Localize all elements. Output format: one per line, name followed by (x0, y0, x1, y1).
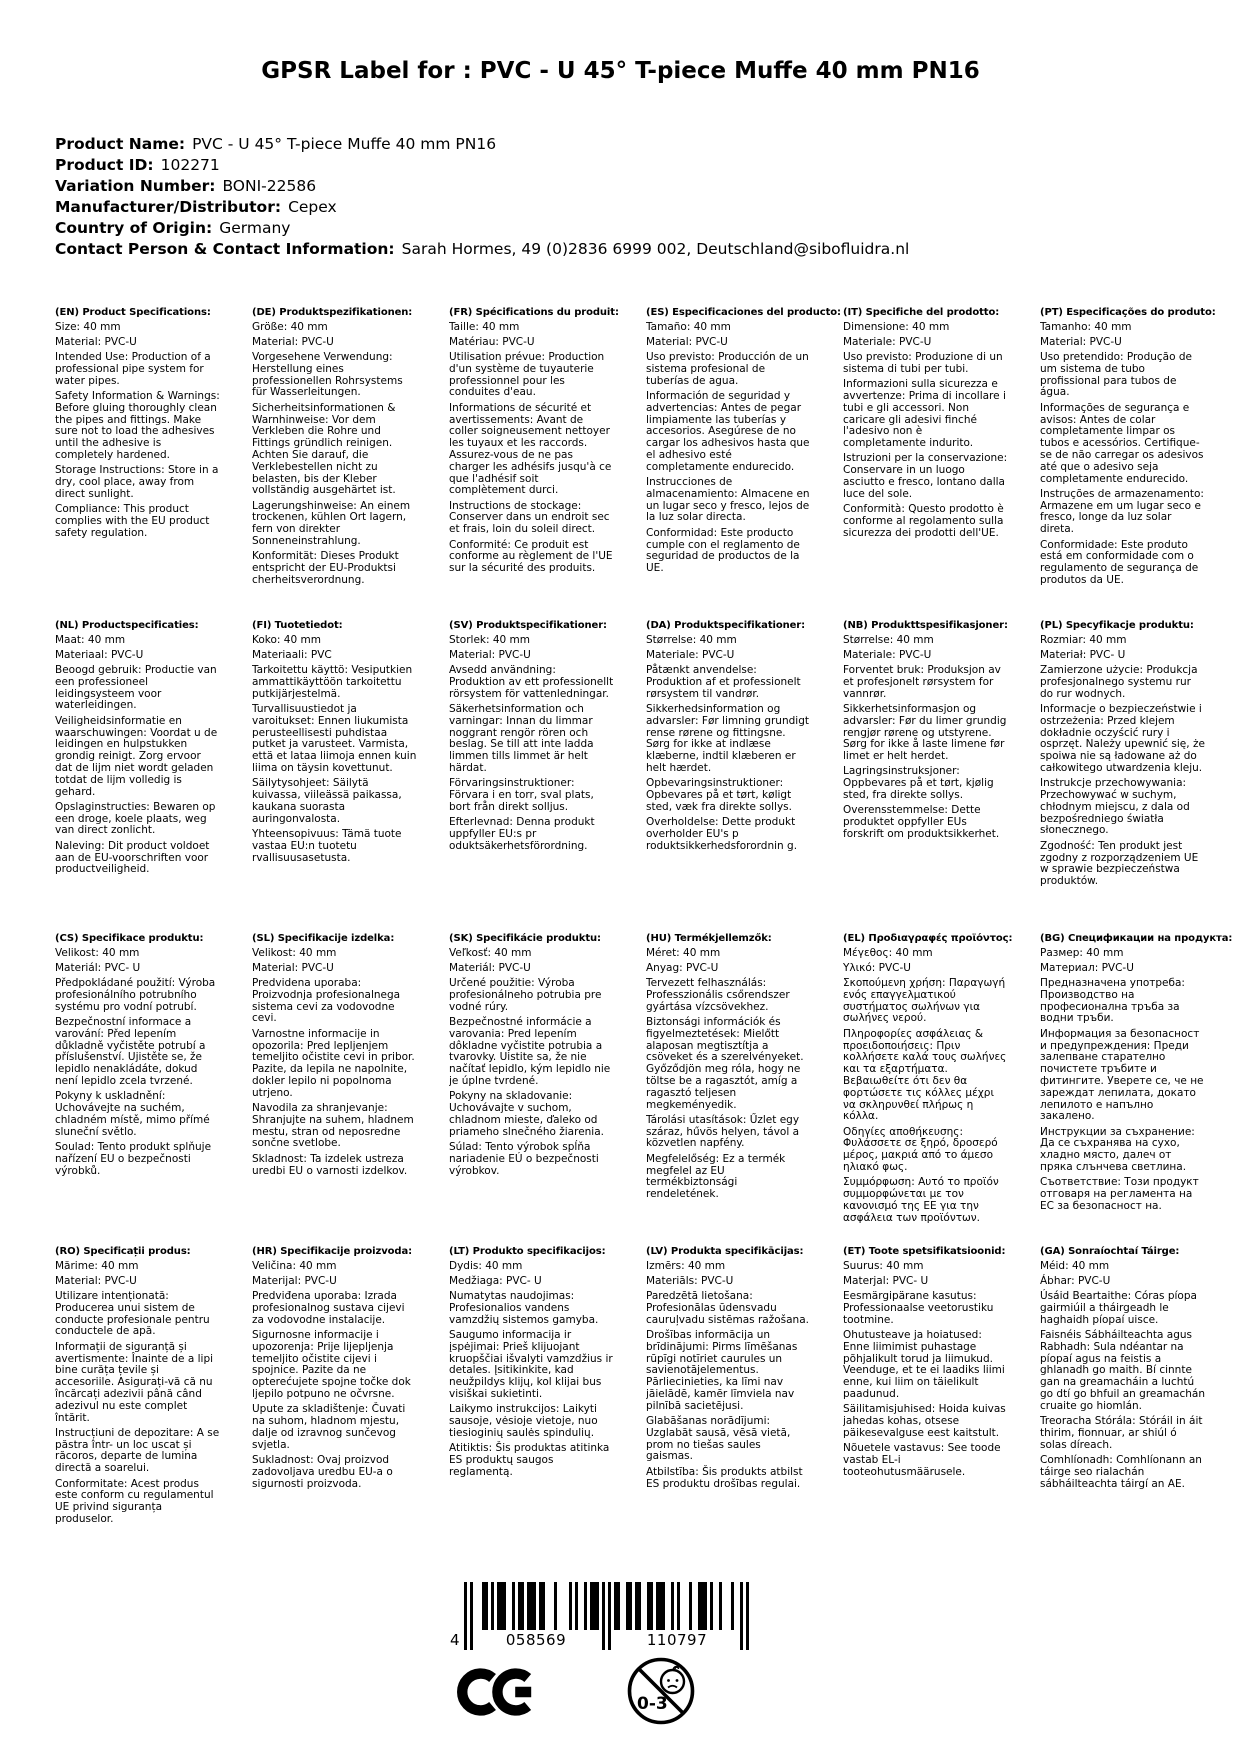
spec-block-sl (252, 933, 449, 1246)
spec-paragraph: Pokyny k uskladnění: Uchovávejte na suchém, chladném místě, mimo přímé sluneční světlo. (55, 1090, 210, 1138)
barcode-bar (704, 1582, 707, 1630)
spec-paragraph: Velikost: 40 mm (252, 946, 337, 959)
spec-paragraph: Glabāšanas norādījumi: Uzglabāt sausā, vēsā vietā, prom no tiešas saules gaismas. (646, 1415, 791, 1463)
spec-paragraph: Materiaali: PVC (252, 648, 332, 661)
spec-block-hu (646, 933, 843, 1246)
product-info-line (55, 155, 909, 176)
spec-paragraph: Conformidad: Este producto cumple con el reglamento de seguridad de productos de la UE. (646, 526, 800, 575)
barcode-bar (731, 1582, 734, 1630)
barcode-bar (569, 1582, 572, 1630)
product-info-value: Sarah Hormes, 49 (0)2836 6999 002, Deutschland@sibofluidra.nl (401, 240, 910, 258)
barcode-bar (464, 1582, 467, 1650)
barcode-bar (491, 1582, 494, 1630)
spec-paragraph: Materijal: PVC-U (252, 1274, 337, 1287)
spec-paragraph: Numatytas naudojimas: Profesionalios vandens vamzdžių sistemos gamyba. (449, 1290, 599, 1326)
barcode-bar (677, 1582, 680, 1630)
spec-paragraph: Förvaringsinstruktioner: Förvara i en torr, sval plats, bort från direkt solljus. (449, 777, 594, 813)
spec-paragraph: Informazioni sulla sicurezza e avvertenze: Prima di incollare i tubi e gli accessori. Non caricare gli adesivi finché l'adesivo non è completamente indurito. (843, 378, 1006, 450)
spec-block-heading: (LV) Produkta specifikācijas: (646, 1246, 804, 1257)
spec-paragraph: Sukladnost: Ovaj proizvod zadovoljava uredbu EU-a o sigurnosti proizvoda. (252, 1453, 393, 1490)
spec-paragraph: Informações de segurança e avisos: Antes de colar completamente limpar os tubos e acessórios. Certifique-se de não carregar os adesivos até que o adesivo seja completamente endurecido. (1040, 401, 1204, 485)
baby-face-icon (661, 1670, 684, 1693)
spec-block-da (646, 620, 843, 933)
spec-paragraph: Size: 40 mm (55, 320, 121, 333)
spec-paragraph: Lagerungshinweise: An einem trockenen, kühlen Ort lagern, fern von direkter Sonneneinstrahlung. (252, 499, 411, 548)
spec-block-heading: (LT) Produkto specifikacijos: (449, 1246, 606, 1257)
barcode-bar (533, 1582, 536, 1630)
spec-paragraph: Skladnost: Ta izdelek ustreza uredbi EU o varnosti izdelkov. (252, 1152, 408, 1177)
spec-paragraph: Opbevaringsinstruktioner: Opbevares på et tørt, køligt sted, væk fra direkte sollys. (646, 777, 792, 813)
spec-block-ga (1040, 1246, 1237, 1559)
spec-paragraph: Säilitamisjuhised: Hoida kuivas jahedas kohas, otsese päikesevalguse eest kaitstult. (843, 1403, 1006, 1439)
product-info-value: Germany (219, 219, 291, 237)
barcode-bar (710, 1582, 713, 1630)
spec-paragraph: Yhteensopivuus: Tämä tuote vastaa EU:n tuotetu rvallisuusasetusta. (252, 827, 402, 864)
spec-paragraph: Materiāls: PVC-U (646, 1274, 734, 1287)
spec-paragraph: Dydis: 40 mm (449, 1259, 523, 1272)
spec-paragraph: Tarkoitettu käyttö: Vesiputkien ammattikäyttöön tarkoitettu putkijärjestelmä. (252, 664, 413, 700)
spec-paragraph: Soulad: Tento produkt splňuje nařízení EU o bezpečnosti výrobků. (55, 1140, 212, 1177)
baby-eye-left (667, 1679, 670, 1682)
spec-paragraph: Инструкции за съхранение: Да се съхранява на сухо, хладно място, далеч от пряка слънчева светлина. (1040, 1125, 1195, 1174)
spec-paragraph: Materiale: PVC-U (646, 648, 735, 661)
spec-block-sk (449, 933, 646, 1246)
spec-paragraph: Istruzioni per la conservazione: Conservare in un luogo asciutto e fresco, lontano dalla luce del sole. (843, 452, 1008, 500)
spec-paragraph: Säkerhetsinformation och varningar: Innan du limmar noggrant rengör rören och beslag. Se till att inte ladda limmen tills limmet är helt härdat. (449, 702, 594, 774)
barcode-bar (554, 1582, 557, 1630)
spec-paragraph: Koko: 40 mm (252, 633, 321, 646)
spec-paragraph: Conformità: Questo prodotto è conforme al regolamento sulla sicurezza dei prodotti dell'UE. (843, 503, 1004, 539)
spec-block-heading: (EN) Product Specifications: (55, 307, 211, 318)
spec-paragraph: Súlad: Tento výrobok spĺňa nariadenie EÚ o bezpečnosti výrobkov. (449, 1140, 599, 1177)
spec-paragraph: Информация за безопасност и предупреждения: Преди залепване старателно почистете тръбите и фитингите. Уверете се, че не зареждат лепилата, докато лепилото е напълно закалено. (1040, 1027, 1204, 1123)
spec-paragraph: Upute za skladištenje: Čuvati na suhom, hladnom mjestu, dalje od izravnog sunčevog svjetla. (252, 1403, 406, 1451)
barcode-first-digit: 4 (449, 1631, 460, 1649)
product-info-value: BONI-22586 (222, 177, 317, 195)
spec-paragraph: Compliance: This product complies with the EU product safety regulation. (55, 503, 210, 539)
spec-paragraph: Größe: 40 mm (252, 320, 328, 333)
ce-letter-c (462, 1674, 492, 1711)
spec-paragraph: Μέγεθος: 40 mm (843, 946, 933, 959)
spec-block-es (646, 307, 843, 620)
spec-paragraph: Medžiaga: PVC- U (449, 1274, 542, 1287)
spec-block-heading: (NL) Productspecificaties: (55, 620, 199, 631)
spec-paragraph: Materjal: PVC- U (843, 1274, 929, 1287)
spec-paragraph: Beoogd gebruik: Productie van een professioneel leidingsysteem voor waterleidingen. (55, 664, 217, 712)
spec-block-heading: (DA) Produktspecifikationer: (646, 620, 806, 631)
barcode-right-group: 110797 (614, 1630, 740, 1650)
spec-paragraph: Utilisation prévue: Production d'un système de tuyauterie professionnel pour les conduites d'eau. (449, 351, 605, 399)
spec-block-lv (646, 1246, 843, 1559)
spec-paragraph: Material: PVC-U (1040, 335, 1122, 348)
barcode-bar (671, 1582, 674, 1630)
spec-paragraph: Overensstemmelse: Dette produktet oppfyller EUs forskrift om produktsikkerhet. (843, 804, 1000, 840)
spec-paragraph: Zamierzone użycie: Produkcja profesjonalnego systemu rur do rur wodnych. (1040, 664, 1198, 700)
spec-paragraph: Materiaal: PVC-U (55, 648, 144, 661)
spec-paragraph: Pokyny na skladovanie: Uchovávajte v suchom, chladnom mieste, ďaleko od priameho slnečného žiarenia. (449, 1090, 604, 1138)
spec-paragraph: Předpokládané použití: Výroba profesionálního potrubního systému pro vodní potrubí. (55, 977, 216, 1013)
spec-paragraph: Sicherheitsinformationen & Warnhinweise: Vor dem Verkleben die Rohre und Fittings gründlich reinigen. Achten Sie darauf, die Verklebestellen nicht zu belasten, bis der Kleber vollständig ausgehärtet ist. (252, 401, 396, 497)
spec-paragraph: Suurus: 40 mm (843, 1259, 924, 1272)
spec-paragraph: Conformitate: Acest produs este conform cu regulamentul UE privind siguranța produselor. (55, 1477, 214, 1525)
spec-paragraph: Taille: 40 mm (449, 320, 520, 333)
spec-block-heading: (HR) Specifikacije proizvoda: (252, 1246, 413, 1257)
spec-paragraph: Laikymo instrukcijos: Laikyti sausoje, vėsioje vietoje, nuo tiesioginių saulės spindulių. (449, 1403, 598, 1439)
spec-block-heading: (EL) Προδιαγραφές προϊόντος: (843, 933, 1013, 944)
barcode-bar (485, 1582, 488, 1630)
barcode-bar (575, 1582, 578, 1630)
spec-paragraph: Materiál: PVC-U (449, 961, 531, 974)
spec-block-heading: (SL) Specifikacije izdelka: (252, 933, 395, 944)
ce-mark-icon (456, 1661, 540, 1723)
product-info-value: PVC - U 45° T-piece Muffe 40 mm PN16 (192, 135, 497, 153)
spec-block-heading: (IT) Specifiche del prodotto: (843, 307, 1000, 318)
barcode-bar (629, 1582, 632, 1630)
spec-block-heading: (CS) Specifikace produktu: (55, 933, 204, 944)
spec-paragraph: Σκοπούμενη χρήση: Παραγωγή ενός επαγγελματικού συστήματος σωλήνων για σωλήνες νερού. (843, 977, 1006, 1025)
spec-block-heading: (BG) Спецификации на продукта: (1040, 933, 1233, 944)
spec-paragraph: Størrelse: 40 mm (843, 633, 934, 646)
spec-block-en (55, 307, 252, 620)
spec-block-heading: (FI) Tuotetiedot: (252, 620, 343, 631)
product-info-line (55, 239, 909, 260)
spec-block-fr (449, 307, 646, 620)
spec-paragraph: Informații de siguranță și avertismente: Înainte de a lipi bine curăța țevile și accesoriile. Asigurați-vă că nu încărcați adezivii până când adezivul nu este complet întărit. (55, 1340, 214, 1424)
spec-paragraph: Material: PVC-U (252, 961, 334, 974)
spec-paragraph: Nõuetele vastavus: See toode vastab EL-i tooteohutusmäärusele. (843, 1442, 1001, 1478)
spec-block-et (843, 1246, 1040, 1559)
spec-paragraph: Megfelelőség: Ez a termék megfelel az EU termékbiztonsági rendeletének. (646, 1152, 786, 1201)
spec-paragraph: Overholdelse: Dette produkt overholder EU's p roduktsikkerhedsforordnin g. (646, 816, 798, 852)
spec-block-heading: (RO) Specificații produs: (55, 1246, 191, 1257)
spec-paragraph: Úsáid Beartaithe: Córas píopa gairmiúil a tháirgeadh le haghaidh píopaí uisce. (1040, 1290, 1197, 1326)
spec-paragraph: Zgodność: Ten produkt jest zgodny z rozporządzeniem UE w sprawie bezpieczeństwa produktów. (1040, 839, 1199, 888)
product-info-line (55, 134, 909, 155)
spec-paragraph: Opslaginstructies: Bewaren op een droge, koele plaats, weg van direct zonlicht. (55, 800, 216, 837)
product-info-value: Cepex (288, 198, 337, 216)
spec-paragraph: Säilytysohjeet: Säilytä kuivassa, viileässä paikassa, kaukana suorasta auringonvalosta. (252, 777, 402, 825)
spec-paragraph: Instruções de armazenamento: Armazene em um lugar seco e fresco, longe da luz solar direta. (1040, 487, 1204, 536)
spec-block-ro (55, 1246, 252, 1559)
age-warning-text: 0-3 (637, 1694, 668, 1714)
spec-paragraph: Predvidena uporaba: Proizvodnja profesionalnega sistema cevi za vodovodne cevi. (252, 977, 401, 1025)
spec-paragraph: Συμμόρφωση: Αυτό το προϊόν συμμορφώνεται με τον κανονισμό της ΕΕ για την ασφάλεια των προϊόντων. (843, 1176, 999, 1224)
spec-paragraph: Material: PVC-U (55, 1274, 137, 1287)
spec-paragraph: Información de seguridad y advertencias: Antes de pegar limpiamente las tuberías y accesorios. Asegúrese de no cargar los adhesivos hasta que el adhesivo esté completamente endurecido. (646, 389, 810, 473)
spec-paragraph: Veličina: 40 mm (252, 1259, 337, 1272)
spec-paragraph: Πληροφορίες ασφάλειας & προειδοποιήσεις: Πριν κολλήσετε καλά τους σωλήνες και τα εξαρτήματα. Βεβαιωθείτε ότι δεν θα φορτώσετε τις κόλλες μέχρι να σκληρυνθεί πλήρως η κόλλα. (843, 1027, 1007, 1123)
spec-paragraph: Určené použitie: Výroba profesionálneho potrubia pre vodné rúry. (449, 977, 602, 1013)
barcode-bar (617, 1582, 620, 1630)
spec-paragraph: Dimensione: 40 mm (843, 320, 950, 333)
spec-paragraph: Tamaño: 40 mm (646, 320, 731, 333)
product-info-label: Country of Origin: (55, 219, 213, 237)
spec-block-heading: (ES) Especificaciones del producto: (646, 307, 841, 318)
spec-paragraph: Predviđena uporaba: Izrada profesionalnog sustava cijevi za vodovodne instalacije. (252, 1290, 405, 1326)
spec-paragraph: Informations de sécurité et avertissements: Avant de coller soigneusement nettoyer les tuyaux et les raccords. Assurez-vous de ne pas charger les adhésifs jusqu'à ce que l'adhésif soit complètement durci. (449, 401, 612, 497)
spec-block-heading: (PT) Especificações do produto: (1040, 307, 1216, 318)
spec-paragraph: Efterlevnad: Denna produkt uppfyller EU:s pr oduktsäkerhetsförordning. (449, 816, 595, 852)
spec-paragraph: Ábhar: PVC-U (1040, 1274, 1111, 1287)
spec-paragraph: Material: PVC-U (646, 335, 728, 348)
spec-paragraph: Conformidade: Este produto está em conformidade com o regulamento de segurança de produtos da UE. (1040, 538, 1199, 586)
spec-paragraph: Material: PVC-U (252, 335, 334, 348)
spec-block-hr (252, 1246, 449, 1559)
spec-paragraph: Tamanho: 40 mm (1040, 320, 1132, 333)
spec-paragraph: Lagringsinstruksjoner: Oppbevares på et tørt, kjølig sted, fra direkte sollys. (843, 765, 994, 802)
spec-block-heading: (ET) Toote spetsifikatsioonid: (843, 1246, 1006, 1257)
spec-paragraph: Instructions de stockage: Conserver dans un endroit sec et frais, loin du soleil direct. (449, 499, 610, 536)
product-info-line (55, 197, 909, 218)
spec-block-heading: (FR) Spécifications du produit: (449, 307, 619, 318)
spec-paragraph: Storage Instructions: Store in a dry, cool place, away from direct sunlight. (55, 464, 219, 500)
spec-block-heading: (HU) Termékjellemzők: (646, 933, 772, 944)
spec-paragraph: Maat: 40 mm (55, 633, 126, 646)
spec-paragraph: Intended Use: Production of a professional pipe system for water pipes. (55, 351, 211, 387)
spec-paragraph: Instrucțiuni de depozitare: A se păstra într- un loc uscat și răcoros, departe de lumina directă a soarelui. (55, 1426, 220, 1475)
product-info-label: Manufacturer/Distributor: (55, 198, 282, 216)
barcode-bar (602, 1582, 605, 1650)
spec-paragraph: Matériau: PVC-U (449, 335, 535, 348)
spec-block-heading: (NB) Produkttspesifikasjoner: (843, 620, 1008, 631)
spec-block-heading: (SV) Produktspecifikationer: (449, 620, 607, 631)
spec-paragraph: Drošības informācija un brīdinājumi: Pirms līmēšanas rūpīgi notīriet caurules un savienotājelementus. Pārliecinieties, ka līmi nav jāielādē, kamēr līmviela nav pilnībā sacietējusi. (646, 1328, 798, 1412)
spec-paragraph: Atitiktis: Šis produktas atitinka ES produktų saugos reglamentą. (449, 1442, 610, 1478)
spec-paragraph: Uso pretendido: Produção de um sistema de tubo profissional para tubos de água. (1040, 351, 1192, 399)
spec-paragraph: Υλικό: PVC-U (843, 961, 911, 974)
spec-block-heading: (SK) Špecifikácie produktu: (449, 933, 601, 944)
spec-paragraph: Mărime: 40 mm (55, 1259, 139, 1272)
spec-paragraph: Ohutusteave ja hoiatused: Enne liimimist puhastage põhjalikult torud ja liimukud. Veenduge, et te ei laadiks liimi enne, kui liim on täielikult paadunud. (843, 1328, 1005, 1400)
spec-paragraph: Konformität: Dieses Produkt entspricht der EU-Produktsi cherheitsverordnung. (252, 550, 399, 586)
barcode-bar (740, 1582, 743, 1650)
barcode-bar (638, 1582, 641, 1630)
spec-paragraph: Turvallisuustiedot ja varoitukset: Ennen liukumista perusteellisesti puhdistaa putket ja varusteet. Varmista, että et lataa liimoja ennen kuin liima on täysin kovettunut. (252, 702, 417, 774)
spec-paragraph: Biztonsági információk és figyelmeztetések: Mielőtt alaposan megtisztítja a csöveket és a szerelvényeket. Győződjön meg róla, hogy ne töltse be a ragasztót, amíg a ragasztó teljesen megkeményedik. (646, 1015, 804, 1111)
spec-paragraph: Naleving: Dit product voldoet aan de EU-voorschriften voor productveiligheid. (55, 839, 210, 876)
spec-block-pt (1040, 307, 1237, 620)
spec-paragraph: Uso previsto: Producción de un sistema profesional de tuberías de agua. (646, 351, 809, 387)
barcode-bar (503, 1582, 506, 1630)
spec-paragraph: Informacje o bezpieczeństwie i ostrzeżenia: Przed klejem dokładnie oczyścić rury i osprzęt. Należy upewnić się, że spoiwa nie są ładowane aż do całkowitego utwardzenia kleju. (1040, 702, 1205, 774)
spec-block-nl (55, 620, 252, 933)
spec-paragraph: Sikkerhedsinformation og advarsler: Før limning grundigt rense rørene og fittingsne. Sørg for ikke at indlæse klæberne, indtil klæberen er helt hærdet. (646, 702, 809, 774)
spec-paragraph: Comhlíonadh: Comhlíonann an táirge seo rialachán sábháilteachta táirgí an AE. (1040, 1453, 1202, 1490)
spec-block-bg (1040, 933, 1237, 1246)
barcode-bar (596, 1582, 599, 1630)
spec-paragraph: Tervezett felhasználás: Professzionális csőrendszer gyártása vízcsövekhez. (646, 977, 790, 1013)
barcode-bar (719, 1582, 722, 1630)
spec-paragraph: Materiale: PVC-U (843, 335, 932, 348)
spec-paragraph: Navodila za shranjevanje: Shranjujte na suhem, hladnem mestu, stran od neposredne sončne svetlobe. (252, 1102, 414, 1150)
spec-paragraph: Sikkerhetsinformasjon og advarsler: Før du limer grundig rengjør rørene og utstyrene. Sørg for ikke å laste limene før limet er helt herdet. (843, 702, 1007, 763)
spec-paragraph: Utilizare intenționată: Producerea unui sistem de conducte profesionale pentru conductele de apă. (55, 1290, 210, 1338)
spec-paragraph: Faisnéis Sábháilteachta agus Rabhadh: Sula ndéantar na píopaí agus na feistis a ghlanadh go maith. Bí cinnte gan na greamacháin a luchtú go dtí go bhfuil an greamachán cruaite go hiomlán. (1040, 1328, 1205, 1412)
spec-paragraph: Предназначена употреба: Производство на професионална тръба за водни тръби. (1040, 977, 1185, 1025)
spec-block-nb (843, 620, 1040, 933)
age-warning-icon (626, 1656, 696, 1726)
product-info-value: 102271 (160, 156, 220, 174)
spec-block-heading: (PL) Specyfikacje produktu: (1040, 620, 1194, 631)
spec-paragraph: Anyag: PVC-U (646, 961, 719, 974)
spec-paragraph: Instrucciones de almacenamiento: Almacene en un lugar seco y fresco, lejos de la luz solar directa. (646, 476, 810, 524)
spec-block-heading: (GA) Sonraíochtaí Táirge: (1040, 1246, 1180, 1257)
spec-paragraph: Tárolási utasítások: Űzlet egy száraz, hűvös helyen, távol a közvetlen napfény. (646, 1113, 800, 1150)
spec-paragraph: Bezpečnostní informace a varování: Před lepením důkladně vyčistěte potrubí a příslušenství. Ujistěte se, že lepidlo nenakládáte, dokud není lepidlo zcela tvrzené. (55, 1015, 206, 1087)
barcode-bar (650, 1582, 653, 1630)
spec-block-fi (252, 620, 449, 933)
spec-paragraph: Sigurnosne informacije i upozorenja: Prije lijepljenja temeljito očistite cijevi i spojnice. Pazite da ne opterećujete spojne točke dok ljepilo potpuno ne očvrsne. (252, 1328, 411, 1400)
product-info-line (55, 218, 909, 239)
spec-paragraph: Материал: PVC-U (1040, 961, 1134, 974)
barcode-left-group: 058569 (473, 1630, 599, 1650)
baby-frown (668, 1686, 677, 1688)
barcode-bar (584, 1582, 587, 1630)
spec-paragraph: Rozmiar: 40 mm (1040, 633, 1127, 646)
product-info-line (55, 176, 909, 197)
spec-paragraph: Avsedd användning: Produktion av ett professionellt rörsystem för vattenledningar. (449, 664, 614, 700)
barcode (449, 1582, 749, 1652)
spec-paragraph: Saugumo informacija ir įspėjimai: Prieš klijuojant kruopščiai išvalyti vamzdžius ir detales. Įsitikinkite, kad neužpildys klijų, kol klijai bus visiškai sukietinti. (449, 1328, 613, 1400)
spec-paragraph: Varnostne informacije in opozorila: Pred lepljenjem temeljito očistite cevi in pribor. Pazite, da lepila ne napolnite, dokler lepilo ni popolnoma utrjeno. (252, 1027, 415, 1099)
spec-paragraph: Veľkosť: 40 mm (449, 946, 532, 959)
spec-paragraph: Vorgesehene Verwendung: Herstellung eines professionellen Rohrsystems für Wasserleitungen. (252, 351, 403, 399)
spec-block-de (252, 307, 449, 620)
barcode-bar (521, 1582, 524, 1630)
spec-paragraph: Съответствие: Този продукт отговаря на регламента на ЕС за безопасност на. (1040, 1176, 1199, 1212)
spec-paragraph: Materiale: PVC-U (843, 648, 932, 661)
barcode-bar (689, 1582, 692, 1630)
spec-block-it (843, 307, 1040, 620)
spec-paragraph: Οδηγίες αποθήκευσης: Φυλάσσετε σε ξηρό, δροσερό μέρος, μακριά από το άμεσο ηλιακό φως. (843, 1125, 998, 1174)
spec-paragraph: Eesmärgipärane kasutus: Professionaalse veetorustiku tootmine. (843, 1290, 994, 1326)
spec-paragraph: Treoracha Stórála: Stóráil in áit thirim, fionnuar, ar shiúl ó solas díreach. (1040, 1415, 1203, 1451)
spec-paragraph: Atbilstība: Šis produkts atbilst ES produktu drošības regulai. (646, 1465, 803, 1490)
spec-block-heading: (DE) Produktspezifikationen: (252, 307, 413, 318)
barcode-bar (542, 1582, 545, 1630)
spec-paragraph: Størrelse: 40 mm (646, 633, 737, 646)
product-info-label: Variation Number: (55, 177, 216, 195)
spec-paragraph: Bezpečnostné informácie a varovania: Pred lepením dôkladne vyčistite potrubia a tvarovky. Uistite sa, že nie načítať lepidlo, kým lepidlo nie je úplne tvrdené. (449, 1015, 611, 1087)
baby-eye-right (676, 1679, 679, 1682)
spec-paragraph: Méret: 40 mm (646, 946, 721, 959)
product-info-label: Product Name: (55, 135, 186, 153)
spec-paragraph: Materiał: PVC- U (1040, 648, 1126, 661)
barcode-bar (608, 1582, 611, 1650)
spec-paragraph: Material: PVC-U (449, 648, 531, 661)
barcode-bar (746, 1582, 749, 1650)
spec-paragraph: Veiligheidsinformatie en waarschuwingen: Voordat u de leidingen en hulpstukken grondig reinigt. Zorg ervoor dat de lijm niet wordt geladen totdat de lijm volledig is gehard. (55, 714, 218, 798)
spec-paragraph: Safety Information & Warnings: Before gluing thoroughly clean the pipes and fittings. Make sure not to load the adhesives until the adhesive is completely hardened. (55, 389, 220, 461)
barcode-bar (662, 1582, 665, 1630)
spec-paragraph: Velikost: 40 mm (55, 946, 140, 959)
spec-block-el (843, 933, 1040, 1246)
spec-paragraph: Material: PVC-U (55, 335, 137, 348)
spec-paragraph: Uso previsto: Produzione di un sistema di tubi per tubi. (843, 351, 1003, 375)
spec-paragraph: Conformité: Ce produit est conforme au règlement de l'UE sur la sécurité des produits. (449, 538, 613, 575)
spec-paragraph: Forventet bruk: Produksjon av et profesjonelt rørsystem for vannrør. (843, 664, 1001, 700)
barcode-bar (512, 1582, 515, 1630)
product-info-block (55, 134, 909, 260)
spec-grid (55, 307, 1237, 1559)
spec-paragraph: Paredzētā lietošana: Profesionālas ūdensvadu cauruļvadu sistēmas ražošana. (646, 1290, 809, 1326)
product-info-label: Contact Person & Contact Information: (55, 240, 395, 258)
spec-paragraph: Méid: 40 mm (1040, 1259, 1110, 1272)
spec-block-pl (1040, 620, 1237, 933)
spec-paragraph: Instrukcje przechowywania: Przechowywać w suchym, chłodnym miejscu, z dala od bezpośredniego światła słonecznego. (1040, 777, 1190, 837)
spec-paragraph: Påtænkt anvendelse: Produktion af et professionelt rørsystem til vandrør. (646, 664, 801, 700)
spec-paragraph: Размер: 40 mm (1040, 946, 1124, 959)
page-title: GPSR Label for : PVC - U 45° T-piece Muffe 40 mm PN16 (261, 58, 980, 84)
product-info-label: Product ID: (55, 156, 154, 174)
spec-block-lt (449, 1246, 646, 1559)
spec-paragraph: Izmērs: 40 mm (646, 1259, 726, 1272)
spec-block-cs (55, 933, 252, 1246)
spec-paragraph: Storlek: 40 mm (449, 633, 531, 646)
spec-paragraph: Materiál: PVC- U (55, 961, 141, 974)
spec-block-sv (449, 620, 646, 933)
